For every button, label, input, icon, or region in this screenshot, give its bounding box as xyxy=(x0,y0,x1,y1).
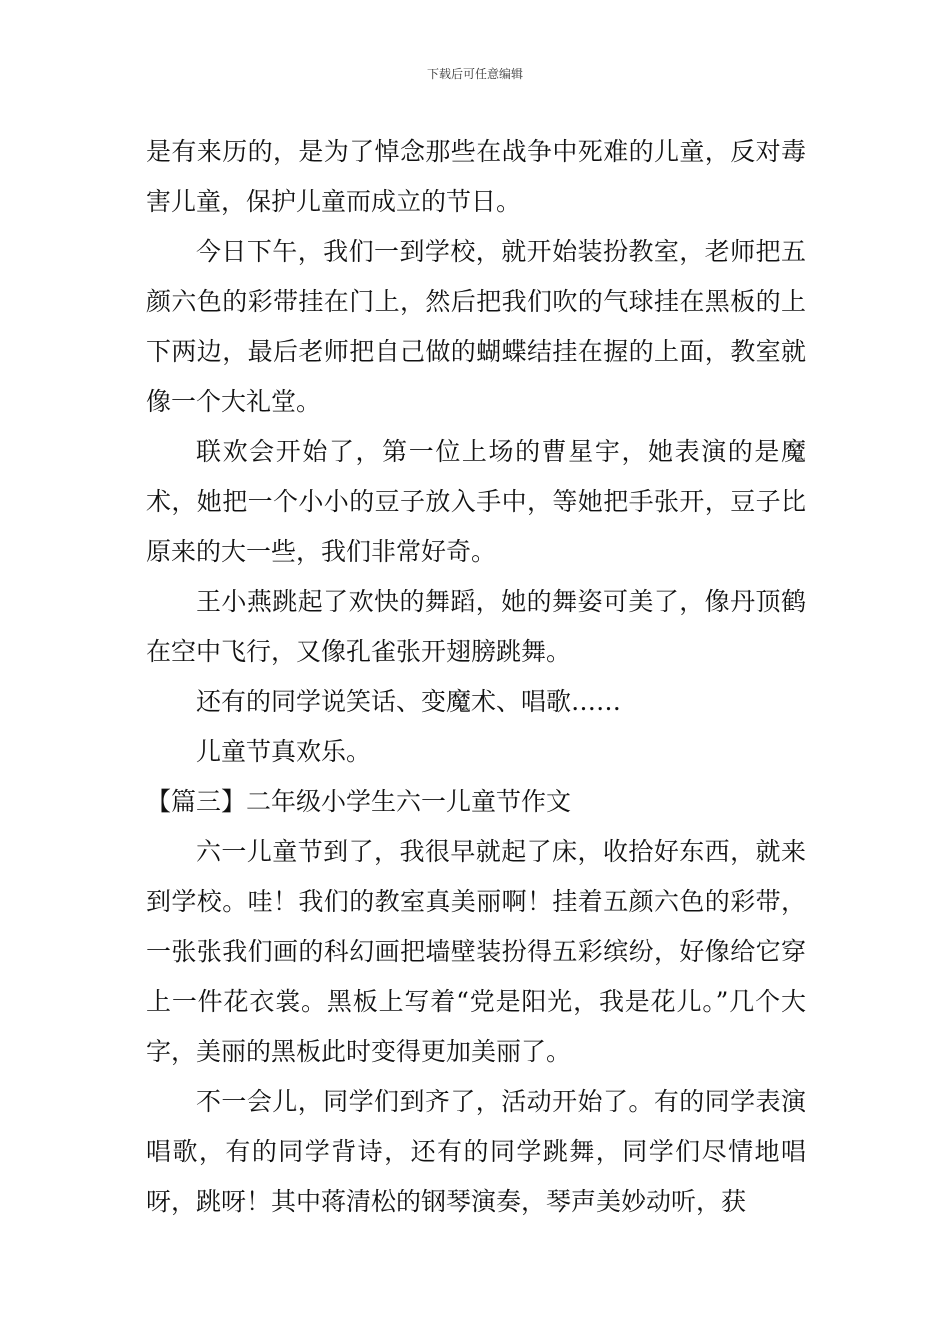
page-header-note: 下载后可任意编辑 xyxy=(426,67,523,81)
paragraph-continuation: 是有来历的，是为了悼念那些在战争中死难的儿童，反对毒害儿童，保护儿童而成立的节日。 xyxy=(146,137,806,216)
paragraph-decorating-classroom: 今日下午，我们一到学校，就开始装扮教室，老师把五颜六色的彩带挂在门上，然后把我们吹的气球挂在黑板的上下两边，最后老师把自己做的蝴蝶结挂在握的上面，教室就像一个大礼堂。 xyxy=(146,237,806,416)
document-body xyxy=(146,127,806,1227)
paragraph-childrens-day-morning: 六一儿童节到了，我很早就起了床，收拾好东西，就来到学校。哇！我们的教室真美丽啊！挂着五颜六色的彩带，一张张我们画的科幻画把墙壁装扮得五彩缤纷，好像给它穿上一件花衣裳。黑板上写着“党是阳光，我是花儿。”几个大字，美丽的黑板此时变得更加美丽了。 xyxy=(146,837,806,1066)
section-heading: 【篇三】二年级小学生六一儿童节作文 xyxy=(146,787,572,816)
paragraph-magic-show: 联欢会开始了，第一位上场的曹星宇，她表演的是魔术，她把一个小小的豆子放入手中，等她把手张开，豆子比原来的大一些，我们非常好奇。 xyxy=(146,437,806,566)
paragraph-activities: 不一会儿，同学们到齐了，活动开始了。有的同学表演唱歌，有的同学背诗，还有的同学跳舞，同学们尽情地唱呀，跳呀！其中蒋清松的钢琴演奏，琴声美妙动听，获 xyxy=(146,1087,806,1216)
paragraph-dance: 王小燕跳起了欢快的舞蹈，她的舞姿可美了，像丹顶鹤在空中飞行，又像孔雀张开翅膀跳舞。 xyxy=(146,587,806,666)
paragraph-other-performances: 还有的同学说笑话、变魔术、唱歌…… xyxy=(196,687,622,716)
paragraph-conclusion: 儿童节真欢乐。 xyxy=(196,737,372,766)
